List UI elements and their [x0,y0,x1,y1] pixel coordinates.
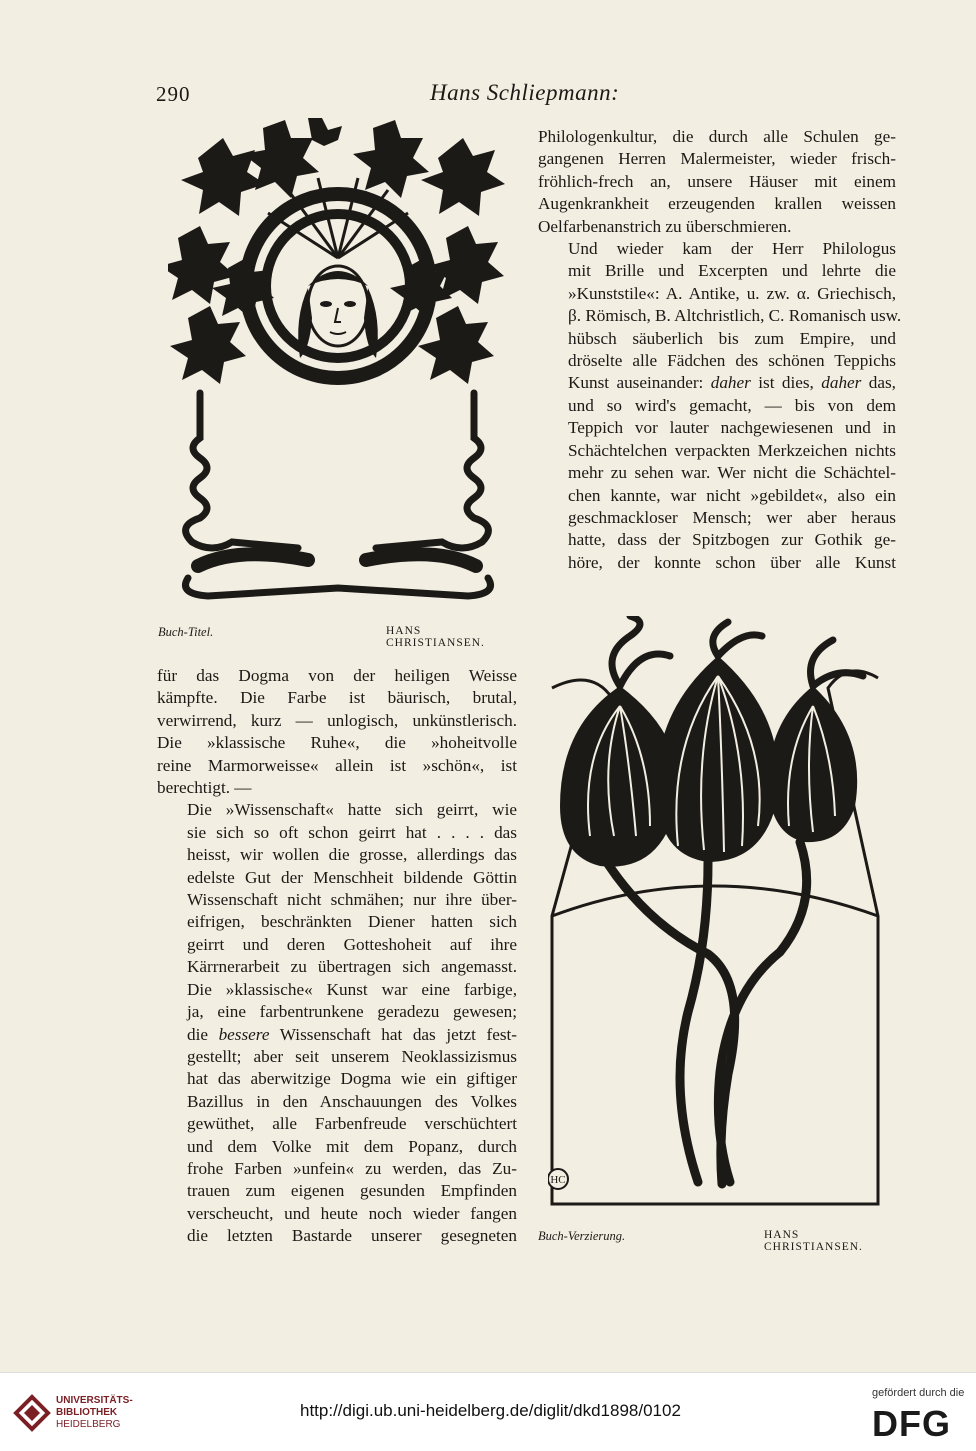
text-line: Die »klassische Ruhe«, die »hoheitvolle [157,733,517,753]
paragraph-wissenschaft [157,799,517,1247]
emphasis: daher [710,373,751,393]
text-line: für das Dogma von der heiligen Weisse [157,666,517,685]
text-line: hatte, dass der Spitzbogen zur Gothik ge- [568,530,896,550]
text-line: Schächtelchen verpackten Merkzeichen nichts [568,440,896,460]
library-name: UNIVERSITÄTS- BIBLIOTHEK HEIDELBERG [56,1395,133,1430]
monogram-seal [548,1169,568,1189]
caption-title: Buch-Verzierung. [538,1229,626,1243]
text-line: frohe Farben »unfein« zu werden, das Zu- [187,1158,517,1178]
caption-book-title [158,625,518,649]
text-line: Wissenschaft nicht schmähen; nur ihre über- [187,890,517,910]
text-line: Und wieder kam der Herr Philologus [568,239,896,259]
text-fragment: Kunst auseinander: [568,373,711,393]
text-line: Kärrnerarbeit zu übertragen sich angemasst. [187,957,517,977]
text-line: Oelfarbenanstrich zu überschmieren. [538,216,792,236]
text-line: die letzten Bastarde unserer gesegneten [187,1226,517,1246]
emphasis: daher [821,373,862,393]
text-line: trauen zum eigenen gesunden Empfinden [187,1181,517,1201]
text-line: fröhlich-frech an, unsere Häuser mit einem [538,171,896,191]
text-line [157,1024,517,1046]
text-line: Die »Wissenschaft« hatte sich geirrt, wie [187,800,517,820]
text-line: gangenen Herren Malermeister, wieder frisch- [538,149,896,169]
caption-book-ornament [538,1229,896,1253]
text-line [538,372,896,394]
text-line: Philologenkultur, die durch alle Schulen ge- [538,127,896,146]
text-line: Die »klassische« Kunst war eine farbige, [187,979,517,999]
text-line: gewüthet, alle Farbenfreude verschüchtert [187,1114,517,1134]
text-fragment: Wissenschaft hat das jetzt fest- [269,1024,518,1044]
dfg-logo: DFG [872,1403,951,1444]
text-line: berechtigt. — [157,778,252,798]
text-line: geschmackloser Mensch; wer aber heraus [568,507,896,527]
text-line: geirrt und deren Gotteshoheit auf ihre [187,934,517,954]
text-line: hübsch säuberlich bis zum Empire, und [568,328,896,348]
text-line: gestellt; aber seit unserem Neoklassizismus [187,1046,517,1066]
text-line: ja, eine farbentrunkene geradezu gewesen; [187,1002,517,1022]
text-line: dröselte alle Fädchen des schönen Teppichs [568,351,896,371]
text-line: β. Römisch, B. Altchristlich, C. Romanisch usw. [568,306,902,326]
university-seal-icon [12,1393,52,1433]
emphasis: bessere [218,1024,270,1044]
text-fragment: die [187,1024,219,1044]
text-line: höre, der konnte schon über alle Kunst [568,552,896,572]
text-fragment: ist dies, [750,373,822,393]
right-column-text [538,126,902,574]
paragraph-continuation [538,126,896,238]
text-line: Augenkrankheit erzeugenden krallen weissen [538,194,896,214]
left-column-text [157,665,517,1248]
text-line: mit Brille und Excerpten und lehrte die [568,261,896,281]
paragraph-dogma [157,665,517,799]
monogram-text: HC [550,1174,566,1186]
running-title: Hans Schliepmann: [430,80,620,105]
source-url-link[interactable]: http://digi.ub.uni-heidelberg.de/diglit/dkd1898/0102 [300,1401,681,1420]
paragraph-kunststile [538,238,902,574]
caption-title: Buch-Titel. [158,625,214,639]
text-line: Bazillus in den Anschauungen des Volkes [187,1091,517,1111]
text-line: und dem Volke mit dem Popanz, durch [187,1136,517,1156]
book-ornament-illustration [548,616,888,1210]
text-line: Teppich vor lauter nachgewiesenen und in [568,418,896,438]
text-line: verscheucht, und heute noch wieder fangen [187,1203,517,1223]
text-line: eifrigen, beschränkten Diener hatten sich [187,912,517,932]
caption-artist: HANS CHRISTIANSEN. [386,625,485,649]
text-line: »Kunststile«: A. Antike, u. zw. α. Griechisch, [568,283,896,303]
text-line: mehr zu sehen war. Wer nicht die Schächtel- [568,463,896,483]
text-fragment: das, [861,373,896,393]
text-line: und so wird's gemacht, — bis von dem [568,395,896,415]
digitization-footer [0,1372,976,1451]
page-number: 290 [156,82,191,106]
text-line: kämpfte. Die Farbe ist bäurisch, brutal, [157,688,517,708]
text-line: sie sich so oft schon geirrt hat . . . . das [187,822,517,842]
text-line: reine Marmorweisse« allein ist »schön«, ist [157,755,517,775]
caption-artist: HANS CHRISTIANSEN. [764,1229,863,1253]
text-line: edelste Gut der Menschheit bildende Göttin [187,867,517,887]
text-line: chen kannte, war nicht »gebildet«, also ein [568,485,896,505]
book-title-illustration [168,118,506,608]
funded-by-label: gefördert durch die [872,1387,965,1399]
text-line: verwirrend, kurz — unlogisch, unkünstlerisch. [157,710,517,730]
text-line: heisst, wir wollen die grosse, allerdings das [187,845,517,865]
text-line: hat das aberwitzige Dogma wie ein giftiger [187,1069,517,1089]
